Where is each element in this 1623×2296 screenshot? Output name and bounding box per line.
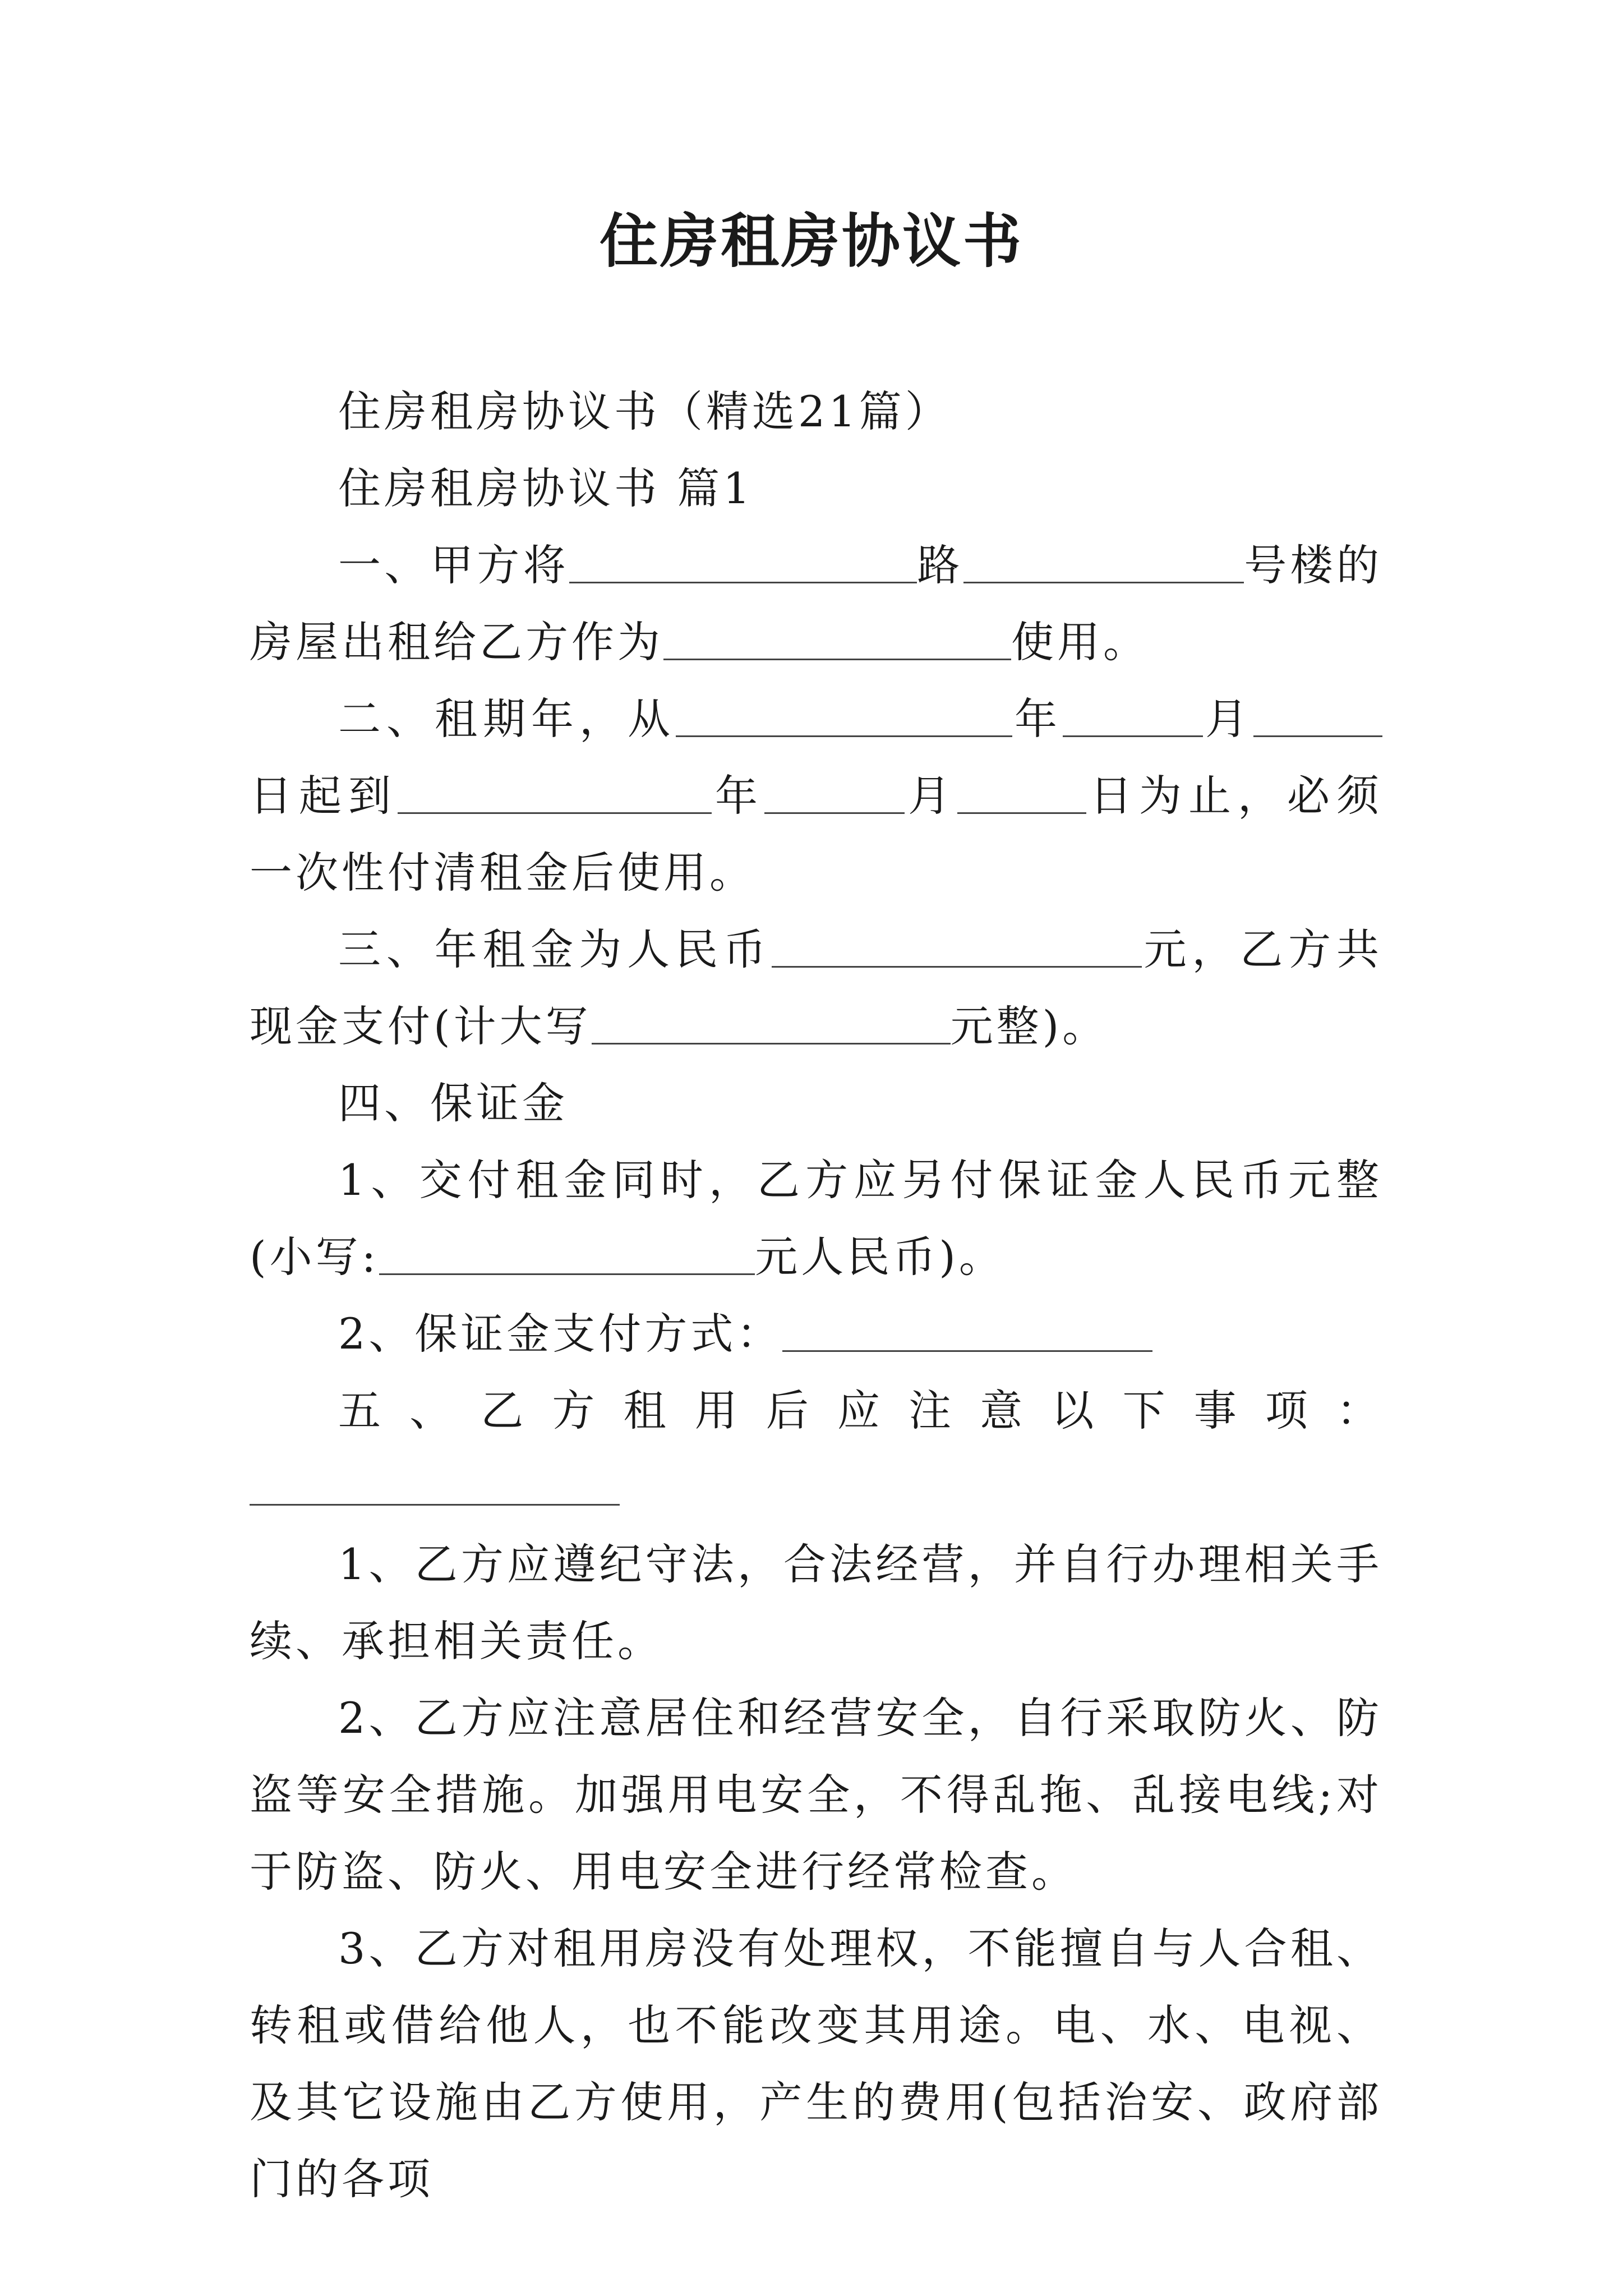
clause-1-text-c: 号楼的房屋出租给乙方作为 <box>250 540 1383 667</box>
clause-3-text-c: 元整)。 <box>950 1001 1109 1051</box>
clause-4-item-1-text-b: 元人民币)。 <box>755 1232 1005 1282</box>
clause-2-text-b: 年 <box>1012 694 1063 744</box>
start-month-blank <box>1063 696 1203 737</box>
clause-2 <box>250 680 1382 911</box>
clause-5-item-1 <box>250 1526 1382 1680</box>
chapter-heading <box>250 450 1382 527</box>
clause-1-text-a: 一、甲方将 <box>338 540 569 590</box>
chapter-text: 住房租房协议书 篇1 <box>338 463 754 513</box>
clause-4-heading <box>250 1065 1382 1142</box>
clause-2-text-c: 月 <box>1203 694 1253 744</box>
clause-5-heading-text: 五、乙方租用后应注意以下事项： <box>338 1386 1382 1435</box>
notes-blank <box>250 1465 620 1506</box>
clause-1-text-d: 使用。 <box>1011 617 1149 667</box>
clause-1 <box>250 527 1382 680</box>
clause-4-item-1 <box>250 1142 1382 1295</box>
end-month-blank <box>764 773 905 814</box>
end-day-blank <box>957 773 1086 814</box>
rent-in-words-blank <box>592 1004 951 1045</box>
clause-5-item-1-text: 1、乙方应遵纪守法，合法经营，并自行办理相关手续、承担相关责任。 <box>250 1539 1382 1666</box>
clause-3 <box>250 911 1382 1065</box>
clause-3-text-a: 三、年租金为人民币 <box>338 924 772 974</box>
deposit-amount-blank <box>379 1234 755 1275</box>
subtitle-line <box>250 373 1382 450</box>
clause-3-text-b: 元，乙方共现金支付(计大写 <box>250 924 1383 1051</box>
clause-5-item-2-text: 2、乙方应注意居住和经营安全，自行采取防火、防盗等安全措施。加强用电安全，不得乱拖、乱接电线;对于防盗、防火、用电安全进行经常检查。 <box>250 1693 1382 1897</box>
clause-5-item-3 <box>250 1910 1382 2217</box>
clause-4-item-2 <box>250 1295 1382 1372</box>
clause-4-item-1-text-a: 1、交付租金同时，乙方应另付保证金人民币元整(小写: <box>250 1155 1382 1282</box>
deposit-method-blank <box>782 1311 1152 1352</box>
clause-2-text-g: 日为止，必须一次性付清租金后使用。 <box>250 771 1382 898</box>
document-title: 住房租房协议书 <box>599 206 1023 275</box>
start-year-blank <box>676 696 1012 737</box>
end-year-blank <box>398 773 712 814</box>
clause-2-text-f: 月 <box>905 771 957 821</box>
clause-4-heading-text: 四、保证金 <box>338 1078 568 1128</box>
clause-5-item-2 <box>250 1680 1382 1910</box>
building-blank <box>963 542 1244 583</box>
annual-rent-blank <box>772 927 1142 968</box>
document-body <box>250 373 1382 2217</box>
subtitle-text: 住房租房协议书（精选21篇） <box>338 386 951 436</box>
usage-blank <box>663 619 1011 660</box>
clause-2-text-d: 日起到 <box>250 771 398 821</box>
start-day-blank <box>1253 696 1382 737</box>
road-blank <box>569 542 917 583</box>
clause-5-heading <box>250 1372 1382 1526</box>
clause-5-item-3-text: 3、乙方对租用房没有处理权，不能擅自与人合租、转租或借给他人，也不能改变其用途。电、水、电视、及其它设施由乙方使用，产生的费用(包括治安、政府部门的各项 <box>250 1924 1382 2204</box>
clause-2-text-e: 年 <box>712 771 764 821</box>
clause-1-text-b: 路 <box>917 540 963 590</box>
clause-2-text-a: 二、租期年，从 <box>338 694 676 744</box>
clause-4-item-2-text: 2、保证金支付方式： <box>338 1309 783 1359</box>
